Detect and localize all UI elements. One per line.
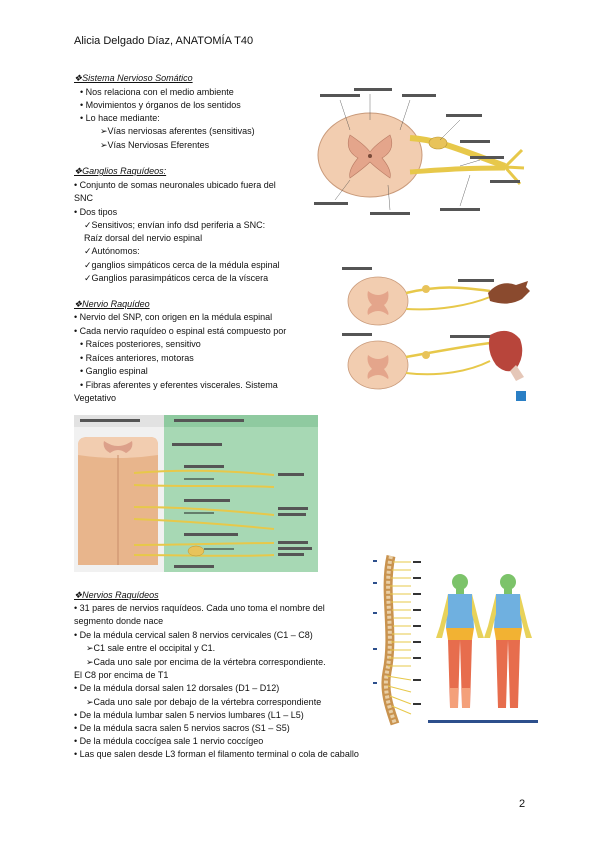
text-line: • Las que salen desde L3 forman el filamento terminal o cola de caballo bbox=[74, 749, 359, 759]
text-line: • Nos relaciona con el medio ambiente bbox=[80, 87, 234, 97]
text-line: ➢Cada uno sale por debajo de la vértebra correspondiente bbox=[86, 697, 322, 707]
text-line: SNC bbox=[74, 193, 94, 203]
text-line: ➢Cada uno sale por encima de la vértebra correspondiente. bbox=[86, 657, 326, 667]
text-line: • De la médula coccígea sale 1 nervio coccígeo bbox=[74, 736, 264, 746]
text-line: • De la médula dorsal salen 12 dorsales (D1 – D12) bbox=[74, 683, 280, 693]
spinal-cord-cross-section-figure bbox=[310, 80, 530, 230]
text-line: • Movimientos y órganos de los sentidos bbox=[80, 100, 241, 110]
text-line: segmento donde nace bbox=[74, 616, 164, 626]
page-number: 2 bbox=[519, 798, 526, 810]
text-line: • Fibras aferentes y eferentes viscerales. Sistema bbox=[80, 380, 278, 390]
text-line: ✓ganglios simpáticos cerca de la médula espinal bbox=[84, 260, 280, 270]
text-line: • Raíces posteriores, sensitivo bbox=[80, 339, 201, 349]
text-line: • 31 pares de nervios raquídeos. Cada uno toma el nombre del bbox=[74, 603, 325, 613]
cns-pns-comparison-figure bbox=[74, 415, 318, 572]
text-line: • Ganglio espinal bbox=[80, 366, 148, 376]
page-header: Alicia Delgado Díaz, ANATOMÍA T40 bbox=[74, 35, 254, 47]
text-line: ✓Autónomos: bbox=[84, 246, 140, 256]
text-line: • Dos tipos bbox=[74, 207, 118, 217]
text-line: • Conjunto de somas neuronales ubicado fuera del bbox=[74, 180, 276, 190]
section-title-somatico: ❖Sistema Nervioso Somático bbox=[74, 73, 193, 83]
dermatome-figure bbox=[428, 568, 538, 726]
text-line: • De la médula cervical salen 8 nervios cervicales (C1 – C8) bbox=[74, 630, 313, 640]
text-line: Raíz dorsal del nervio espinal bbox=[84, 233, 203, 243]
text-line: • De la médula lumbar salen 5 nervios lumbares (L1 – L5) bbox=[74, 710, 304, 720]
text-line: ✓Sensitivos; envían info dsd periferia a SNC: bbox=[84, 220, 266, 230]
section-title-ganglios: ❖Ganglios Raquídeos: bbox=[74, 166, 167, 176]
spinal-nerves-column-figure bbox=[365, 552, 430, 727]
text-line: Vegetativo bbox=[74, 393, 117, 403]
text-line: ➢C1 sale entre el occipital y C1. bbox=[86, 643, 216, 653]
text-line: ➢Vías Nerviosas Eferentes bbox=[100, 140, 210, 150]
text-line: • Raíces anteriores, motoras bbox=[80, 353, 194, 363]
section-title-raquideos: ❖Nervios Raquídeos bbox=[74, 590, 159, 600]
text-line: • Lo hace mediante: bbox=[80, 113, 160, 123]
text-line: El C8 por encima de T1 bbox=[74, 670, 169, 680]
text-line: • Nervio del SNP, con origen en la médula espinal bbox=[74, 312, 273, 322]
text-line: • Cada nervio raquídeo o espinal está compuesto por bbox=[74, 326, 287, 336]
text-line: ➢Vías nerviosas aferentes (sensitivas) bbox=[100, 126, 255, 136]
sensory-motor-pathway-figure bbox=[340, 265, 530, 405]
text-line: • De la médula sacra salen 5 nervios sacros (S1 – S5) bbox=[74, 723, 290, 733]
section-title-nervio: ❖Nervio Raquídeo bbox=[74, 299, 150, 309]
text-line: ✓Ganglios parasimpáticos cerca de la víscera bbox=[84, 273, 269, 283]
